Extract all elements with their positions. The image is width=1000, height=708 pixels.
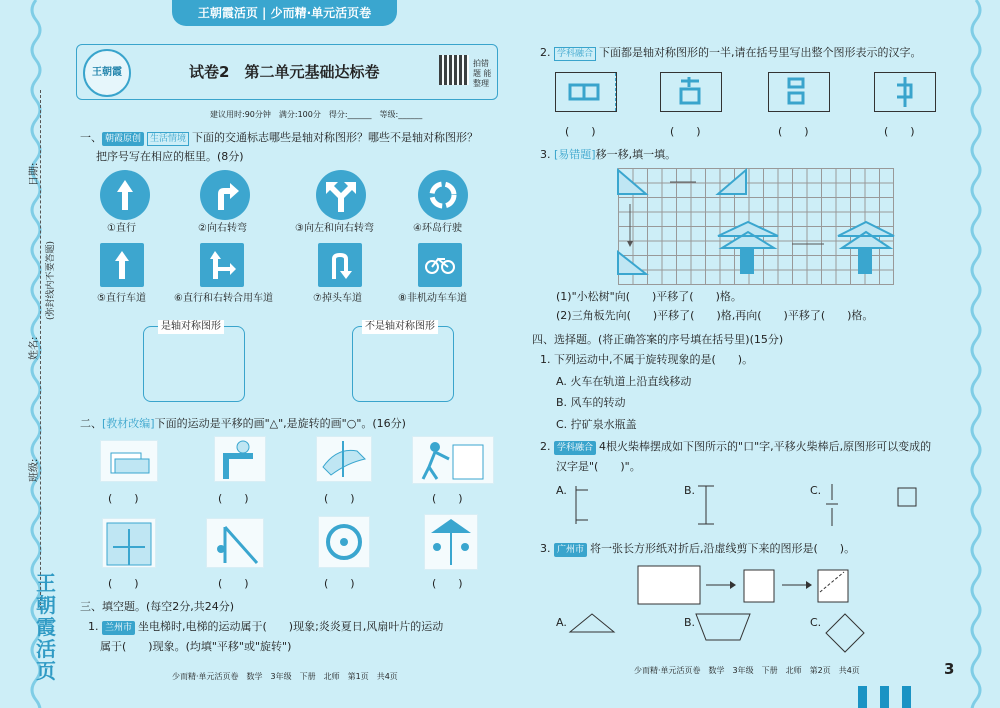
sidebar-logo: [36, 572, 66, 682]
q3-item3: [540, 148, 676, 162]
brand-badge-icon: 王朝霞: [83, 49, 131, 97]
paper-title: [189, 63, 379, 81]
q4-item2-text: 4根火柴棒摆成如下图所示的"口"字,平移火柴棒后,原图形可以变成的: [599, 440, 932, 453]
half-char-box-2: [660, 72, 722, 112]
matchstick-a-icon: [566, 480, 596, 530]
q4-item3: [540, 542, 855, 557]
q4-item3-num: 3.: [540, 542, 551, 555]
banner-series: 少而精·单元活页卷: [270, 6, 372, 20]
q2-paren-2[interactable]: ( ): [218, 492, 249, 505]
q4-item1-opt-a[interactable]: A. 火车在轨道上沿直线移动: [556, 375, 692, 388]
drawer-illustration: [100, 440, 158, 482]
q1-text: 下面的交通标志哪些是轴对称图形？哪些不是轴对称图形？: [192, 131, 479, 144]
sidebar-note: (弥封线内不要答题): [46, 240, 56, 320]
q3-item3-num: 3.: [540, 148, 551, 161]
q2-paren-1[interactable]: ( ): [108, 492, 139, 505]
q4-num: 四、: [532, 333, 554, 346]
slide-illustration: [206, 518, 264, 568]
push-box-illustration: [412, 436, 494, 484]
q4-item2-tag: 学科融合: [554, 441, 596, 455]
right-wave-border: [968, 0, 988, 708]
sidebar-name: 姓名:: [29, 336, 40, 360]
half-char-box-4: [874, 72, 936, 112]
q4-item2-num: 2.: [540, 440, 551, 453]
revolving-door-illustration: [102, 518, 156, 568]
q2-paren-4[interactable]: ( ): [432, 492, 463, 505]
q3-item2: [540, 46, 922, 61]
left-right-sign-icon: [316, 170, 366, 220]
straight-sign-icon: [100, 170, 150, 220]
q1-num: 一、: [80, 131, 102, 144]
meta-line: 建议用时:90分钟 满分:100分 得分:______ 等级:______: [210, 110, 423, 119]
bottom-bar-3: [902, 686, 911, 708]
sign-label-4: ④环岛行驶: [413, 223, 462, 234]
footer-left: 少而精·单元活页卷 数学 3年级 下册 北师 第1页 共4页: [172, 672, 398, 681]
q3-item2-text: 下面都是轴对称图形的一半,请在括号里写出整个图形表示的汉字。: [599, 46, 922, 59]
meta-grade: 等级:: [379, 110, 399, 119]
triangle-option-icon: [568, 612, 616, 634]
q3-item2-paren-1[interactable]: ( ): [565, 125, 596, 138]
q2-paren-7[interactable]: ( ): [324, 577, 355, 590]
carousel-illustration: [424, 514, 478, 570]
q3-item3-b: (2)三角板先向( )平移了( )格,再向( )平移了( )格。: [556, 309, 874, 322]
q3-item1-text2: 属于( )现象。(均填"平移"或"旋转"): [100, 640, 292, 653]
q3-heading: [80, 600, 234, 614]
page-number: 3: [944, 660, 955, 678]
q2-paren-3[interactable]: ( ): [324, 492, 355, 505]
q3-item1: [88, 620, 443, 635]
sign-label-6: ⑥直行和右转合用车道: [174, 293, 273, 304]
qr-note: 拍错题 能整理: [473, 59, 492, 88]
bottom-bar-1: [858, 686, 867, 708]
q3-text: 填空题。(每空2分,共24分): [102, 600, 235, 613]
q4-item3-opt-a[interactable]: A.: [556, 616, 567, 629]
straight-right-lane-sign-icon: [200, 243, 244, 287]
q3-item3-text: 移一移,填一填。: [595, 148, 677, 161]
sidebar-date: 日期:: [29, 162, 40, 186]
q4-text: 选择题。(将正确答案的序号填在括号里)(15分): [554, 333, 784, 346]
q3-item2-paren-2[interactable]: ( ): [670, 125, 701, 138]
q3-item2-tag: 学科融合: [554, 47, 596, 61]
q3-num: 三、: [80, 600, 102, 613]
sign-label-8: ⑧非机动车车道: [398, 293, 467, 304]
logo-char: 活: [36, 637, 56, 661]
q4-item1-opt-b[interactable]: B. 风车的转动: [556, 396, 626, 409]
q3-item2-paren-4[interactable]: ( ): [884, 125, 915, 138]
matchstick-b-icon: [694, 480, 724, 530]
paper-fold-diagram: [636, 562, 872, 606]
q4-item2-opt-a[interactable]: A.: [556, 484, 567, 497]
sign-label-3: ③向左和向右转弯: [295, 223, 374, 234]
q3-item1-num: 1.: [88, 620, 99, 633]
q3-item1-tag: 兰州市: [102, 621, 135, 635]
q4-heading: [532, 333, 783, 347]
q2-paren-8[interactable]: ( ): [432, 577, 463, 590]
q2-paren-5[interactable]: ( ): [108, 577, 139, 590]
q2-paren-6[interactable]: ( ): [218, 577, 249, 590]
q1-tag-original: 朝霞原创: [102, 132, 144, 146]
sign-label-5: ⑤直行车道: [97, 293, 146, 304]
q1-text2: 把序号写在相应的框里。(8分): [96, 150, 244, 163]
q1-tag-life: 生活情境: [147, 132, 189, 146]
q4-item1-opt-c[interactable]: C. 拧矿泉水瓶盖: [556, 418, 637, 431]
q4-item3-opt-c[interactable]: C.: [810, 616, 822, 629]
half-char-box-3: [768, 72, 830, 112]
banner-brand2: 活页: [233, 6, 258, 20]
top-banner: 王朝霞活页 | 少而精·单元活页卷: [172, 0, 397, 26]
nonsymmetric-box-label: 不是轴对称图形: [362, 320, 438, 334]
bicycle-lane-sign-icon: [418, 243, 462, 287]
straight-lane-sign-icon: [100, 243, 144, 287]
trapezoid-option-icon: [694, 612, 754, 642]
q2-text: 下面的运动是平移的画"△",是旋转的画"○"。(16分): [154, 417, 406, 430]
q4-item3-tag: 广州市: [554, 543, 587, 557]
meta-score: 满分:100分: [278, 110, 321, 119]
q2-tag: [教材改编]: [102, 417, 155, 430]
q4-item2: [540, 440, 931, 455]
q4-item2-text2: 汉字是"( )"。: [556, 460, 641, 473]
roundabout-sign-icon: [418, 170, 468, 220]
q4-item2-opt-c[interactable]: C.: [810, 484, 822, 497]
grid-figures: [610, 166, 900, 288]
nonsymmetric-answer-box[interactable]: [352, 326, 454, 402]
steering-wheel-illustration: [318, 516, 370, 568]
u-turn-lane-sign-icon: [318, 243, 362, 287]
half-char-box-1: [555, 72, 617, 112]
matchstick-square-icon: [896, 486, 920, 510]
square-option-icon: [824, 612, 866, 654]
faucet-illustration: [214, 436, 266, 482]
logo-char: 页: [36, 659, 56, 683]
sidebar: [0, 0, 56, 708]
meta-got: 得分:: [328, 110, 348, 119]
symmetric-answer-box[interactable]: [143, 326, 245, 402]
logo-char: 王: [36, 571, 56, 595]
symmetric-box-label: 是轴对称图形: [158, 320, 224, 334]
q3-item3-a: (1)"小松树"向( )平移了( )格。: [556, 290, 742, 303]
banner-brand: 王朝霞: [197, 6, 234, 20]
q2-heading: [80, 417, 406, 431]
q4-item3-text: 将一张长方形纸对折后,沿虚线剪下来的图形是( )。: [590, 542, 856, 555]
q2-num: 二、: [80, 417, 102, 430]
turn-right-sign-icon: [200, 170, 250, 220]
sign-label-2: ②向右转弯: [198, 223, 247, 234]
q4-item1: 1. 下列运动中,不属于旋转现象的是( )。: [540, 353, 754, 366]
title-box: [76, 44, 498, 100]
logo-char: 朝: [36, 593, 56, 617]
q4-item2-opt-b[interactable]: B.: [684, 484, 696, 497]
sign-label-7: ⑦掉头车道: [313, 293, 362, 304]
paper-number: 试卷2: [189, 63, 230, 81]
bottom-bar-2: [880, 686, 889, 708]
paper-name: 第二单元基础达标卷: [244, 63, 380, 81]
q3-item3-tag: [易错题]: [554, 148, 596, 161]
meta-time: 建议用时:90分钟: [210, 110, 271, 119]
q3-item2-paren-3[interactable]: ( ): [778, 125, 809, 138]
matchstick-c-icon: [822, 480, 842, 530]
hand-rubbing-illustration: [316, 436, 372, 482]
q1-heading: [80, 131, 478, 146]
q4-item3-opt-b[interactable]: B.: [684, 616, 696, 629]
q3-item2-num: 2.: [540, 46, 551, 59]
footer-right: 少而精·单元活页卷 数学 3年级 下册 北师 第2页 共4页: [634, 666, 860, 675]
logo-char: 霞: [36, 615, 56, 639]
qr-code-icon: [439, 55, 469, 85]
q3-item1-text: 坐电梯时,电梯的运动属于( )现象;炎炎夏日,风扇叶片的运动: [138, 620, 444, 633]
sign-label-1: ①直行: [107, 223, 136, 234]
sidebar-class: 班级:: [29, 458, 40, 482]
